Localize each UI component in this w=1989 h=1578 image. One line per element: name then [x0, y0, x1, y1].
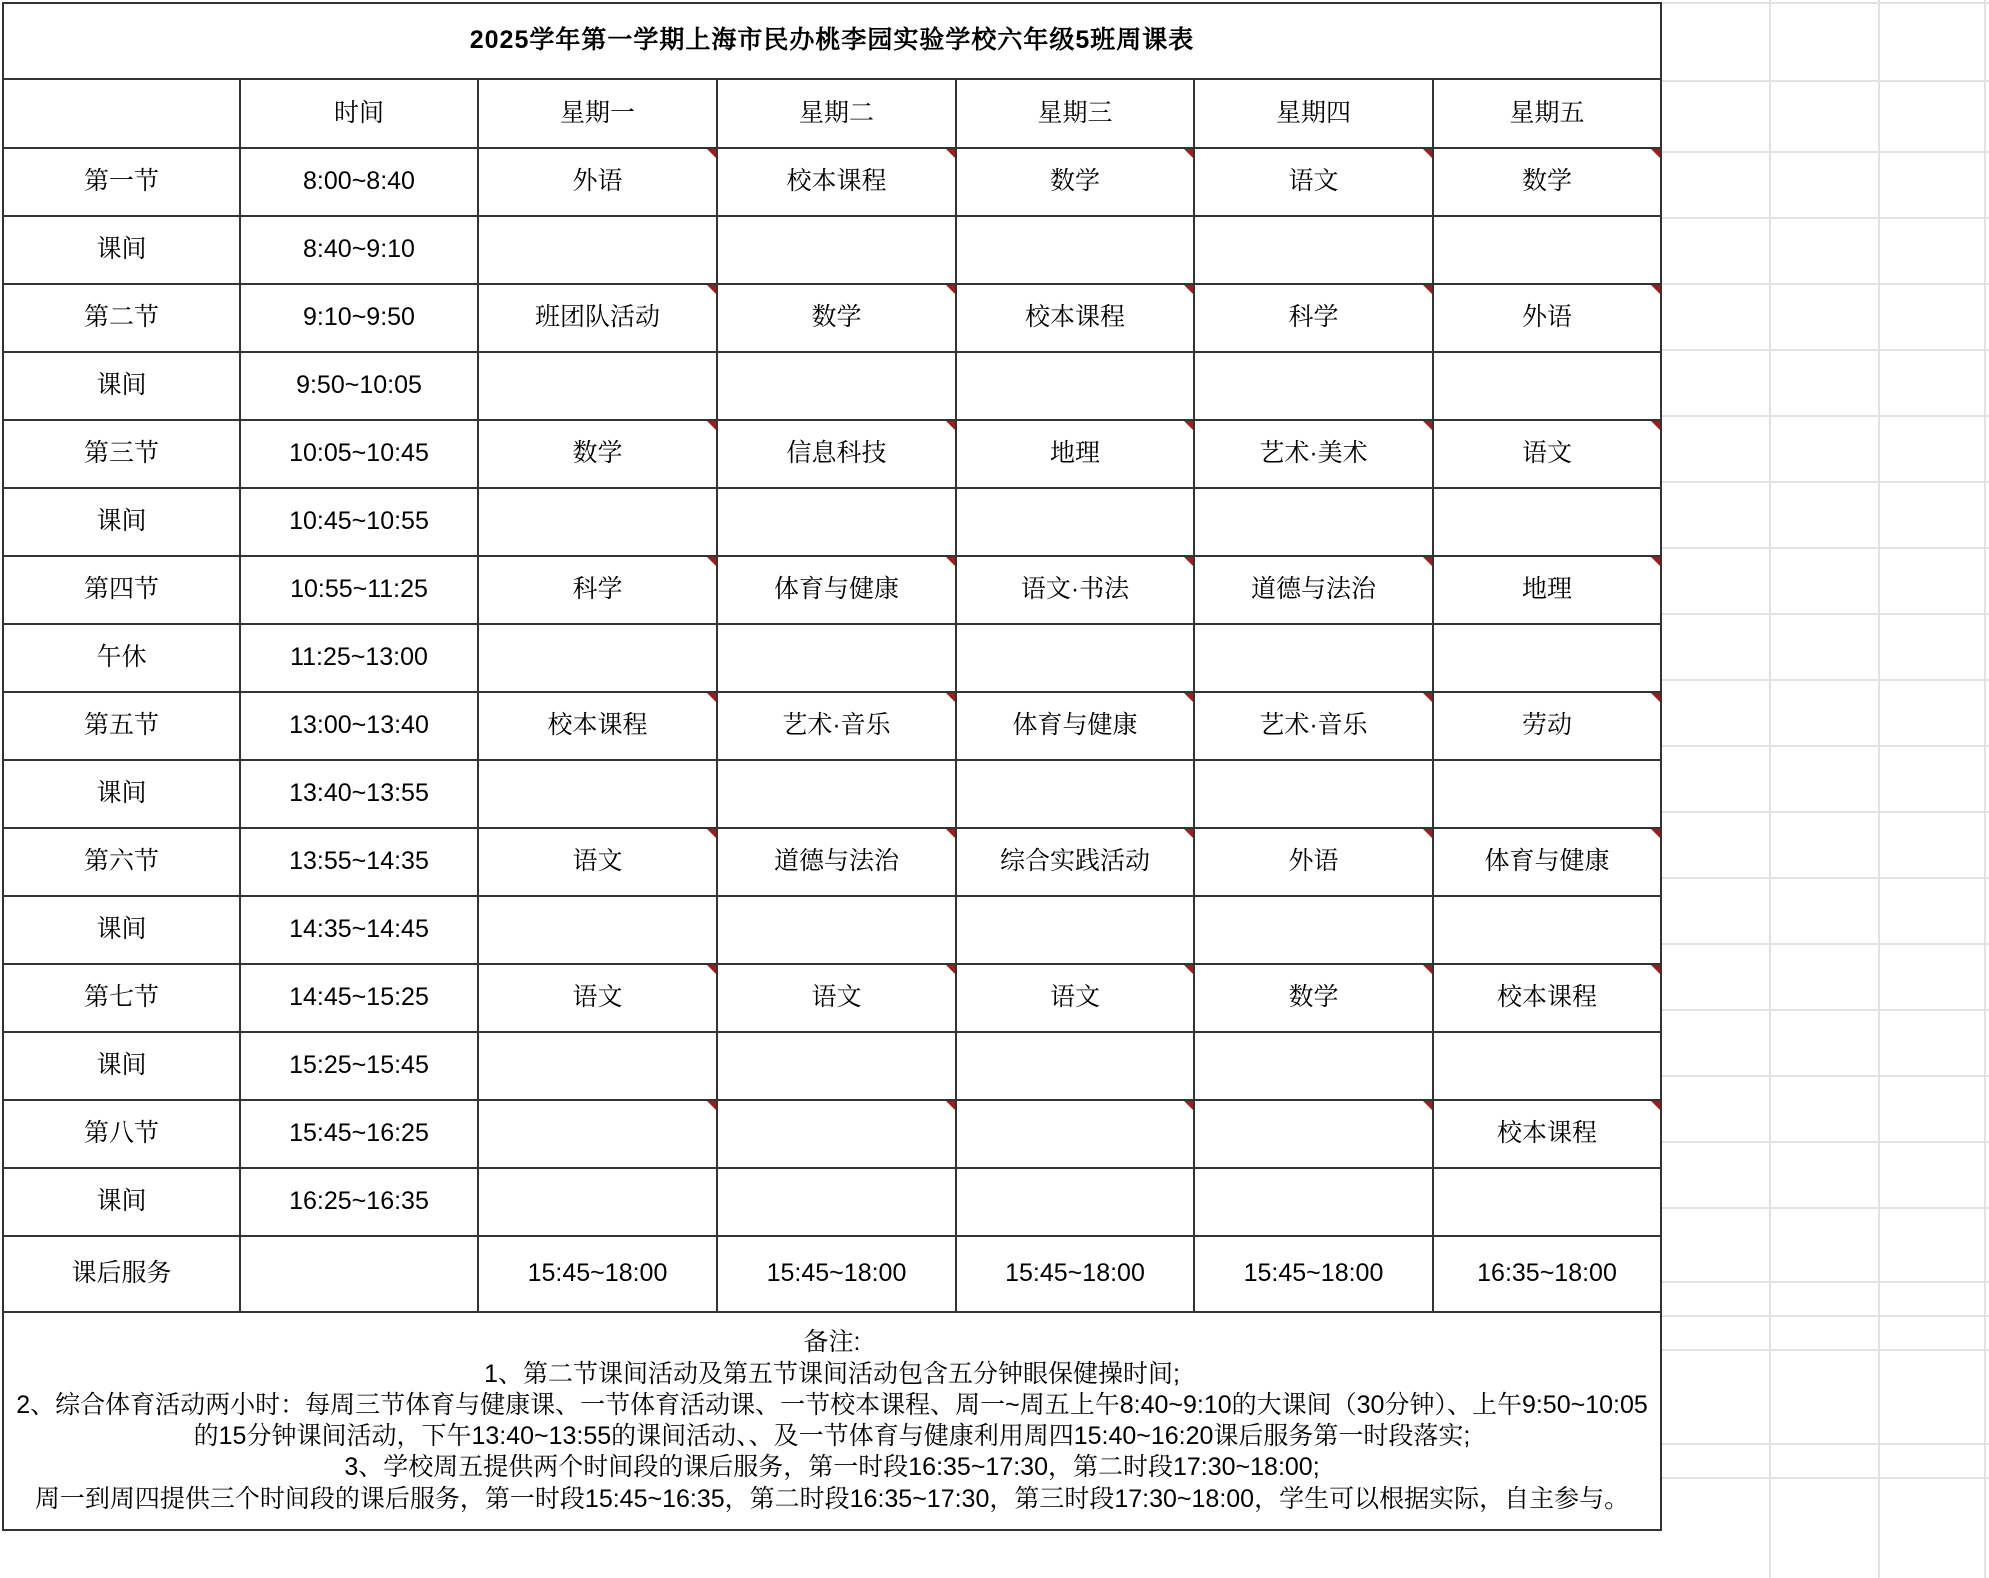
comment-indicator-icon [707, 693, 716, 702]
header-time-cell: 时间 [240, 79, 478, 148]
schedule-cell: 体育与健康 [1433, 828, 1661, 896]
comment-indicator-icon [1651, 965, 1660, 974]
schedule-cell [1194, 1100, 1433, 1168]
schedule-cell [1433, 488, 1661, 556]
schedule-cell: 科学 [1194, 284, 1433, 352]
schedule-cell [717, 488, 956, 556]
comment-indicator-icon [946, 693, 955, 702]
comment-indicator-icon [946, 421, 955, 430]
schedule-cell: 语文 [478, 964, 717, 1032]
time-cell [240, 1236, 478, 1312]
schedule-cell [1194, 1168, 1433, 1236]
schedule-cell [1433, 896, 1661, 964]
faint-gridline [1878, 0, 1880, 1578]
schedule-cell [1194, 216, 1433, 284]
faint-gridline [1662, 679, 1989, 681]
note-line-3: 3、学校周五提供两个时间段的课后服务，第一时段16:35~17:30，第二时段17:30~18:00; [344, 1453, 1320, 1482]
schedule-cell [1433, 216, 1661, 284]
time-cell: 14:35~14:45 [240, 896, 478, 964]
header-day-monday: 星期一 [478, 79, 717, 148]
comment-indicator-icon [1184, 965, 1193, 974]
schedule-cell: 数学 [478, 420, 717, 488]
faint-gridline [1769, 0, 1771, 1578]
table-row [3, 1032, 1661, 1100]
period-label: 课间 [3, 1032, 240, 1100]
schedule-cell: 艺术·美术 [1194, 420, 1433, 488]
schedule-cell [478, 896, 717, 964]
period-label: 第五节 [3, 692, 240, 760]
schedule-cell: 校本课程 [478, 692, 717, 760]
time-cell: 13:00~13:40 [240, 692, 478, 760]
faint-gridline [1984, 0, 1986, 1578]
schedule-cell: 校本课程 [956, 284, 1194, 352]
schedule-cell [717, 760, 956, 828]
header-day-thursday: 星期四 [1194, 79, 1433, 148]
schedule-cell [1433, 1032, 1661, 1100]
time-cell: 13:40~13:55 [240, 760, 478, 828]
header-corner-cell [3, 79, 240, 148]
schedule-cell: 地理 [956, 420, 1194, 488]
schedule-cell [956, 760, 1194, 828]
schedule-cell [478, 1100, 717, 1168]
faint-gridline [1662, 151, 1989, 153]
comment-indicator-icon [1184, 557, 1193, 566]
schedule-cell [478, 352, 717, 420]
comment-indicator-icon [707, 149, 716, 158]
schedule-cell [956, 624, 1194, 692]
schedule-cell: 数学 [1194, 964, 1433, 1032]
header-day-friday: 星期五 [1433, 79, 1661, 148]
note-line-2: 2、综合体育活动两小时：每周三节体育与健康课、一节体育活动课、一节校本课程、周一~周五上午8:40~9:10的大课间（30分钟）、上午9:50~10:05的15分钟课间活动，下午13:40~13:55的课间活动、、及一节体育与健康利用周四15:40~16:20课后服务第一时段落实; [16, 1390, 1648, 1450]
comment-indicator-icon [1423, 149, 1432, 158]
faint-gridline [1662, 613, 1989, 615]
schedule-cell [717, 352, 956, 420]
faint-gridline [1662, 1075, 1989, 1077]
schedule-cell: 班团队活动 [478, 284, 717, 352]
schedule-cell: 校本课程 [717, 148, 956, 216]
comment-indicator-icon [946, 1101, 955, 1110]
schedule-cell [717, 896, 956, 964]
comment-indicator-icon [1423, 829, 1432, 838]
page-title: 2025学年第一学期上海市民办桃李园实验学校六年级5班周课表 [3, 3, 1661, 79]
faint-gridline [1662, 1477, 1989, 1479]
time-cell: 15:45~16:25 [240, 1100, 478, 1168]
table-row [3, 352, 1661, 420]
faint-gridline [1662, 745, 1989, 747]
table-row [3, 420, 1661, 488]
comment-indicator-icon [1423, 965, 1432, 974]
schedule-cell [1194, 488, 1433, 556]
comment-indicator-icon [1423, 693, 1432, 702]
schedule-cell [717, 1100, 956, 1168]
comment-indicator-icon [946, 557, 955, 566]
table-row [3, 556, 1661, 624]
period-label: 第四节 [3, 556, 240, 624]
period-label: 课间 [3, 760, 240, 828]
schedule-cell: 科学 [478, 556, 717, 624]
header-row [3, 79, 1661, 148]
period-label: 课间 [3, 216, 240, 284]
schedule-cell: 数学 [1433, 148, 1661, 216]
header-day-tuesday: 星期二 [717, 79, 956, 148]
schedule-cell: 数学 [717, 284, 956, 352]
period-label: 第二节 [3, 284, 240, 352]
notes-heading: 备注: [803, 1328, 861, 1357]
schedule-cell [1194, 896, 1433, 964]
schedule-cell: 综合实践活动 [956, 828, 1194, 896]
schedule-body [3, 148, 1661, 1312]
comment-indicator-icon [1651, 693, 1660, 702]
comment-indicator-icon [707, 285, 716, 294]
comment-indicator-icon [946, 149, 955, 158]
faint-gridline [1662, 877, 1989, 879]
table-row [3, 1168, 1661, 1236]
comment-indicator-icon [707, 421, 716, 430]
schedule-cell [1194, 760, 1433, 828]
note-line-4: 周一到周四提供三个时间段的课后服务，第一时段15:45~16:35，第二时段16:35~17:30，第三时段17:30~18:00，学生可以根据实际，自主参与。 [34, 1484, 1630, 1513]
faint-gridline [1662, 1349, 1989, 1351]
period-label: 课间 [3, 1168, 240, 1236]
faint-gridline [1662, 1443, 1989, 1445]
schedule-cell: 地理 [1433, 556, 1661, 624]
schedule-cell: 数学 [956, 148, 1194, 216]
schedule-cell [717, 1168, 956, 1236]
schedule-cell [956, 488, 1194, 556]
schedule-cell: 体育与健康 [717, 556, 956, 624]
schedule-cell [1433, 760, 1661, 828]
schedule-cell: 艺术·音乐 [1194, 692, 1433, 760]
comment-indicator-icon [1651, 1101, 1660, 1110]
schedule-cell: 16:35~18:00 [1433, 1236, 1661, 1312]
table-row [3, 216, 1661, 284]
faint-gridline [1662, 1207, 1989, 1209]
table-row [3, 964, 1661, 1032]
comment-indicator-icon [1423, 421, 1432, 430]
schedule-cell [956, 1168, 1194, 1236]
time-cell: 14:45~15:25 [240, 964, 478, 1032]
table-row [3, 624, 1661, 692]
time-cell: 8:40~9:10 [240, 216, 478, 284]
faint-gridline [1662, 943, 1989, 945]
schedule-cell [478, 760, 717, 828]
faint-gridline [1662, 349, 1989, 351]
period-label: 第七节 [3, 964, 240, 1032]
faint-gridline [1662, 2, 1989, 4]
notes [3, 1312, 1661, 1530]
note-line-1: 1、第二节课间活动及第五节课间活动包含五分钟眼保健操时间; [484, 1359, 1180, 1388]
schedule-cell: 15:45~18:00 [478, 1236, 717, 1312]
time-cell: 11:25~13:00 [240, 624, 478, 692]
schedule-cell [717, 1032, 956, 1100]
time-cell: 8:00~8:40 [240, 148, 478, 216]
table-row [3, 284, 1661, 352]
schedule-cell: 外语 [478, 148, 717, 216]
schedule-cell: 语文·书法 [956, 556, 1194, 624]
schedule-cell [956, 1100, 1194, 1168]
schedule-cell: 艺术·音乐 [717, 692, 956, 760]
time-cell: 15:25~15:45 [240, 1032, 478, 1100]
period-label: 午休 [3, 624, 240, 692]
schedule-cell [717, 624, 956, 692]
table-row [3, 1236, 1661, 1312]
schedule-cell: 语文 [717, 964, 956, 1032]
schedule-cell [956, 352, 1194, 420]
period-label: 课间 [3, 896, 240, 964]
faint-gridline [1662, 415, 1989, 417]
schedule-cell: 15:45~18:00 [956, 1236, 1194, 1312]
schedule-cell [956, 896, 1194, 964]
schedule-cell [1433, 624, 1661, 692]
table-row [3, 692, 1661, 760]
header-day-wednesday: 星期三 [956, 79, 1194, 148]
notes-row [3, 1312, 1661, 1530]
schedule-cell: 校本课程 [1433, 1100, 1661, 1168]
schedule-cell [956, 1032, 1194, 1100]
faint-gridline [1662, 547, 1989, 549]
table-row [3, 828, 1661, 896]
period-label: 第一节 [3, 148, 240, 216]
schedule-cell [956, 216, 1194, 284]
time-cell: 13:55~14:35 [240, 828, 478, 896]
time-cell: 10:05~10:45 [240, 420, 478, 488]
schedule-cell [1433, 352, 1661, 420]
time-cell: 10:55~11:25 [240, 556, 478, 624]
table-row [3, 1100, 1661, 1168]
time-cell: 16:25~16:35 [240, 1168, 478, 1236]
comment-indicator-icon [1423, 285, 1432, 294]
comment-indicator-icon [1651, 829, 1660, 838]
comment-indicator-icon [1184, 693, 1193, 702]
period-label: 课间 [3, 488, 240, 556]
schedule-cell: 15:45~18:00 [717, 1236, 956, 1312]
comment-indicator-icon [1651, 557, 1660, 566]
schedule-cell [478, 1032, 717, 1100]
schedule-cell [717, 216, 956, 284]
table-row [3, 896, 1661, 964]
schedule-cell: 劳动 [1433, 692, 1661, 760]
faint-gridline [1662, 1281, 1989, 1283]
schedule-cell [478, 216, 717, 284]
weekly-timetable [2, 2, 1662, 1531]
comment-indicator-icon [707, 1101, 716, 1110]
comment-indicator-icon [1423, 557, 1432, 566]
comment-indicator-icon [1184, 285, 1193, 294]
comment-indicator-icon [946, 285, 955, 294]
schedule-cell: 信息科技 [717, 420, 956, 488]
table-row [3, 760, 1661, 828]
schedule-cell: 语文 [1433, 420, 1661, 488]
faint-gridline [1662, 1141, 1989, 1143]
comment-indicator-icon [1651, 149, 1660, 158]
schedule-cell: 道德与法治 [717, 828, 956, 896]
period-label: 第三节 [3, 420, 240, 488]
faint-gridline [1662, 283, 1989, 285]
faint-gridline [1662, 1315, 1989, 1317]
comment-indicator-icon [1184, 1101, 1193, 1110]
schedule-cell [478, 624, 717, 692]
table-row [3, 148, 1661, 216]
schedule-cell [478, 1168, 717, 1236]
comment-indicator-icon [1184, 829, 1193, 838]
schedule-cell: 语文 [478, 828, 717, 896]
period-label: 第八节 [3, 1100, 240, 1168]
schedule-cell: 15:45~18:00 [1194, 1236, 1433, 1312]
comment-indicator-icon [1423, 1101, 1432, 1110]
schedule-cell: 语文 [956, 964, 1194, 1032]
faint-gridline [1662, 1009, 1989, 1011]
time-cell: 9:10~9:50 [240, 284, 478, 352]
time-cell: 10:45~10:55 [240, 488, 478, 556]
schedule-cell [478, 488, 717, 556]
schedule-cell [1194, 352, 1433, 420]
comment-indicator-icon [707, 557, 716, 566]
faint-gridline [1662, 80, 1989, 82]
schedule-cell [1194, 624, 1433, 692]
schedule-cell [1194, 1032, 1433, 1100]
period-label: 课后服务 [3, 1236, 240, 1312]
comment-indicator-icon [707, 829, 716, 838]
faint-gridline [1662, 217, 1989, 219]
schedule-cell: 体育与健康 [956, 692, 1194, 760]
comment-indicator-icon [1651, 285, 1660, 294]
schedule-cell: 外语 [1433, 284, 1661, 352]
time-cell: 9:50~10:05 [240, 352, 478, 420]
comment-indicator-icon [946, 829, 955, 838]
table-row [3, 488, 1661, 556]
title-row [3, 3, 1661, 79]
faint-gridline [1662, 481, 1989, 483]
comment-indicator-icon [707, 965, 716, 974]
schedule-cell: 道德与法治 [1194, 556, 1433, 624]
schedule-cell: 校本课程 [1433, 964, 1661, 1032]
comment-indicator-icon [946, 965, 955, 974]
comment-indicator-icon [1651, 421, 1660, 430]
comment-indicator-icon [1184, 149, 1193, 158]
faint-gridline [1662, 811, 1989, 813]
schedule-cell: 外语 [1194, 828, 1433, 896]
schedule-cell: 语文 [1194, 148, 1433, 216]
period-label: 第六节 [3, 828, 240, 896]
comment-indicator-icon [1184, 421, 1193, 430]
schedule-cell [1433, 1168, 1661, 1236]
period-label: 课间 [3, 352, 240, 420]
